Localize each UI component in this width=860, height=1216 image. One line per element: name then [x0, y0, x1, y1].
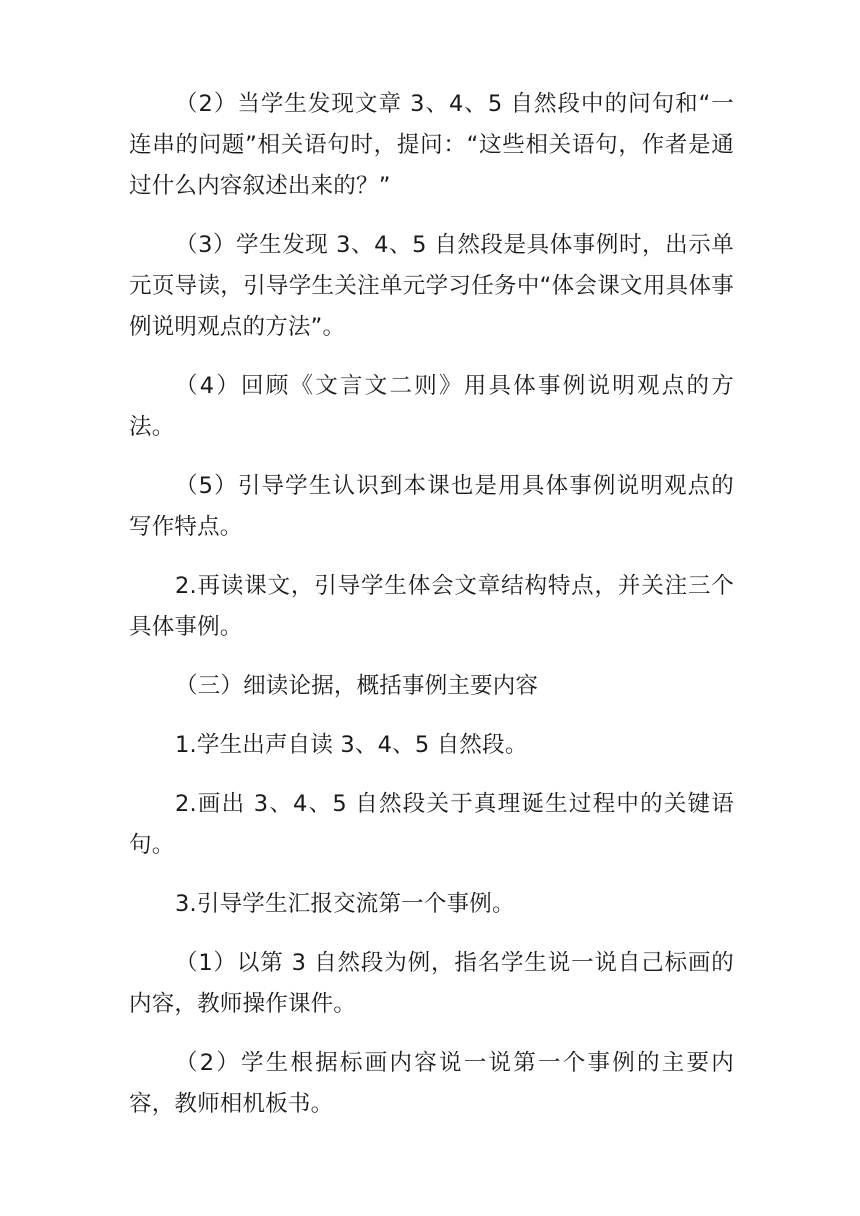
paragraph-step-2-question: （2）当学生发现文章 3、4、5 自然段中的问句和“一连串的问题”相关语句时，提问：“这些相关语句，作者是通过什么内容叙述出来的？”: [129, 91, 734, 199]
paragraph-report-first-example: 3.引导学生汇报交流第一个事例。: [175, 891, 515, 917]
section-heading-3: （三）细读论据，概括事例主要内容: [175, 673, 539, 699]
paragraph-step-4-review: （4）回顾《文言文二则》用具体事例说明观点的方法。: [129, 373, 734, 440]
paragraph-step-3-unit-guide: （3）学生发现 3、4、5 自然段是具体事例时，出示单元页导读，引导学生关注单元学习任务中“体会课文用具体事例说明观点的方法”。: [129, 232, 734, 340]
paragraph-sub-step-2: （2）学生根据标画内容说一说第一个事例的主要内容，教师相机板书。: [129, 1050, 734, 1117]
paragraph-read-aloud: 1.学生出声自读 3、4、5 自然段。: [175, 732, 528, 758]
paragraph-mark-key-sentences: 2.画出 3、4、5 自然段关于真理诞生过程中的关键语句。: [129, 791, 734, 858]
paragraph-step-5-writing-feature: （5）引导学生认识到本课也是用具体事例说明观点的写作特点。: [129, 473, 734, 540]
paragraph-sub-step-1: （1）以第 3 自然段为例，指名学生说一说自己标画的内容，教师操作课件。: [129, 950, 734, 1017]
paragraph-reread-text: 2.再读课文，引导学生体会文章结构特点，并关注三个具体事例。: [129, 573, 734, 640]
